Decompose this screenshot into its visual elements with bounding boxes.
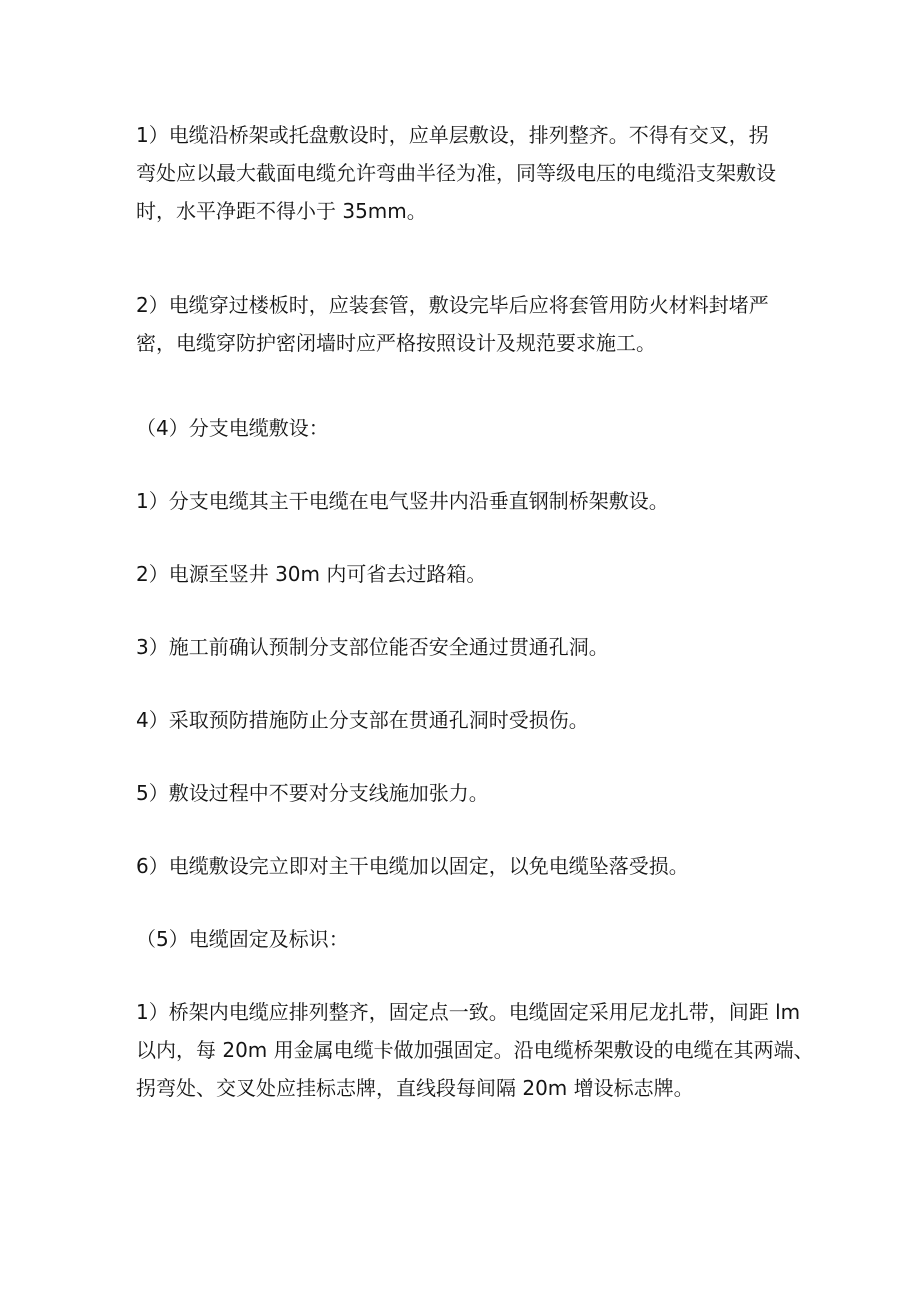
section-heading-branch-cable	[136, 409, 786, 447]
text-line: 时，水平净距不得小于 35mm。	[136, 199, 427, 223]
paragraph-branch-item-6	[136, 847, 786, 885]
paragraph-branch-item-4	[136, 701, 786, 739]
text-line: 3）施工前确认预制分支部位能否安全通过贯通孔洞。	[136, 635, 609, 659]
paragraph-branch-item-3	[136, 628, 786, 666]
text-line: 1）桥架内电缆应排列整齐，固定点一致。电缆固定采用尼龙扎带，间距 lm	[136, 1000, 801, 1024]
paragraph-branch-item-5	[136, 774, 786, 812]
text-line: 2）电源至竖井 30m 内可省去过路箱。	[136, 562, 487, 586]
text-line: 1）电缆沿桥架或托盘敷设时，应单层敷设，排列整齐。不得有交叉，拐	[136, 123, 769, 147]
text-line: 弯处应以最大截面电缆允许弯曲半径为准，同等级电压的电缆沿支架敷设	[136, 161, 776, 185]
text-line: 密，电缆穿防护密闭墙时应严格按照设计及规范要求施工。	[136, 331, 656, 355]
text-line: 6）电缆敷设完立即对主干电缆加以固定，以免电缆坠落受损。	[136, 854, 689, 878]
paragraph-branch-item-2	[136, 555, 786, 593]
text-line: 2）电缆穿过楼板时，应装套管，敷设完毕后应将套管用防火材料封堵严	[136, 293, 769, 317]
section-heading-cable-fixing	[136, 920, 786, 958]
text-line: 1）分支电缆其主干电缆在电气竖井内沿垂直钢制桥架敷设。	[136, 489, 669, 513]
text-line: 以内，每 20m 用金属电缆卡做加强固定。沿电缆桥架敷设的电缆在其两端、	[136, 1038, 814, 1062]
paragraph-cable-tray-laying	[136, 116, 786, 230]
paragraph-fixing-item-1	[136, 993, 814, 1107]
paragraph-floor-penetration	[136, 286, 786, 362]
text-line: 5）敷设过程中不要对分支线施加张力。	[136, 781, 489, 805]
text-line: 拐弯处、交叉处应挂标志牌，直线段每间隔 20m 增设标志牌。	[136, 1076, 694, 1100]
heading-text: （4）分支电缆敷设：	[136, 416, 329, 440]
paragraph-branch-item-1	[136, 482, 786, 520]
text-line: 4）采取预防措施防止分支部在贯通孔洞时受损伤。	[136, 708, 589, 732]
heading-text: （5）电缆固定及标识：	[136, 927, 349, 951]
